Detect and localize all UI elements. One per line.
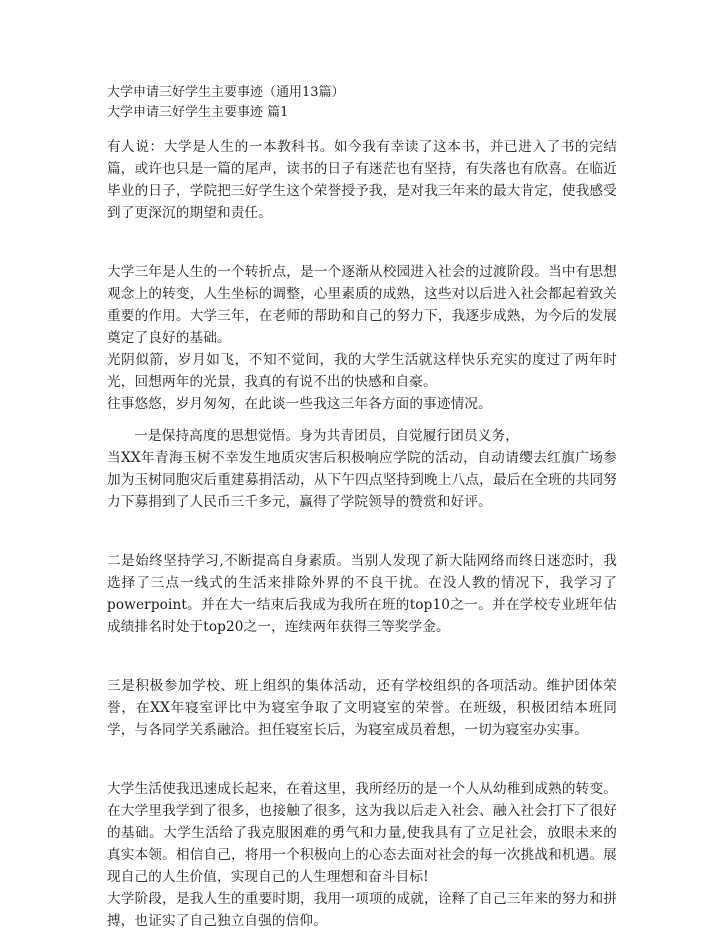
spacer bbox=[107, 415, 617, 425]
paragraph-intro: 有人说：大学是人生的一本教科书。如今我有幸读了这本书，并已进入了书的完结篇，或许也只是一篇的尾声，读书的日子有迷茫也有坚持，有失落也有欣喜。在临近毕业的日子，学院把三好学生这个荣誉授予我，是对我三年来的最大肯定，使我感受到了更深沉的期望和责任。 bbox=[107, 139, 617, 221]
spacer bbox=[107, 741, 617, 778]
paragraph-turning-point: 大学三年是人生的一个转折点，是一个逐渐从校园进入社会的过渡阶段。当中有思想观念上的转变，人生坐标的调整，心里素质的成熟，这些对以后进入社会都起着致关重要的作用。大学三年，在老师的帮助和自己的努力下，我逐步成熟，为今后的发展奠定了良好的基础。 bbox=[107, 264, 617, 346]
spacer bbox=[107, 123, 617, 136]
spacer bbox=[107, 224, 617, 261]
paragraph-growth: 大学生活使我迅速成长起来，在着这里，我所经历的是一个人从幼稚到成熟的转变。在大学里我学到了很多，也接触了很多，这为我以后走入社会、融入社会打下了很好的基础。大学生活给了我克服困难的勇气和力量,使我具有了立足社会，放眼未来的真实本领。相信自己，将用一个积极向上的心态去面对社会的每一次挑战和机遇。展现自己的人生价值，实现自己的人生理想和奋斗目标! bbox=[107, 781, 617, 885]
paragraph-time-flies: 光阴似箭，岁月如飞，不知不觉间，我的大学生活就这样快乐充实的度过了两年时光，回想两年的光景，我真的有说不出的快感和自豪。 bbox=[107, 352, 617, 390]
paragraph-point-two: 二是始终坚持学习,不断提高自身素质。当别人发现了新大陆网络而终日迷恋时，我选择了三点一线式的生活来排除外界的不良干扰。在没人教的情况下，我学习了powerpoint。并在大一结束后我成为我所在班的top10之一。并在学校专业班年估成绩排名时处于top20之一，连续两年获得三等奖学金。 bbox=[107, 553, 617, 635]
document-title: 大学申请三好学生主要事迹（通用13篇） bbox=[107, 85, 345, 100]
document-page bbox=[107, 83, 617, 932]
paragraph-point-three: 三是积极参加学校、班上组织的集体活动，还有学校组织的各项活动。维护团体荣誉，在XX年寝室评比中为寝室争取了文明寝室的荣誉。在班级，积极团结本班同学，与各同学关系融洽。担任寝室长后，为寝室成员着想，一切为寝室办实事。 bbox=[107, 678, 617, 738]
spacer bbox=[107, 513, 617, 550]
paragraph-overview: 往事悠悠，岁月匆匆，在此谈一些我这三年各方面的事迹情况。 bbox=[107, 396, 492, 412]
paragraph-yushu: 当XX年青海玉树不幸发生地质灾害后积极响应学院的活动，自动请缨去红旗广场参加为玉树同胞灾后重建募捐活动，从下午四点坚持到晚上八点，最后在全班的共同努力下募捐到了人民币三千多元，赢得了学院领导的赞赏和好评。 bbox=[107, 450, 617, 510]
document-subtitle: 大学申请三好学生主要事迹 篇1 bbox=[107, 105, 289, 120]
paragraph-point-one: 一是保持高度的思想觉悟。身为共青团员，自觉履行团员义务， bbox=[134, 428, 520, 444]
spacer bbox=[107, 638, 617, 675]
paragraph-conclusion: 大学阶段，是我人生的重要时期，我用一项项的成就，诠释了自己三年来的努力和拼搏，也证实了自己独立自强的信仰。 bbox=[107, 891, 617, 929]
